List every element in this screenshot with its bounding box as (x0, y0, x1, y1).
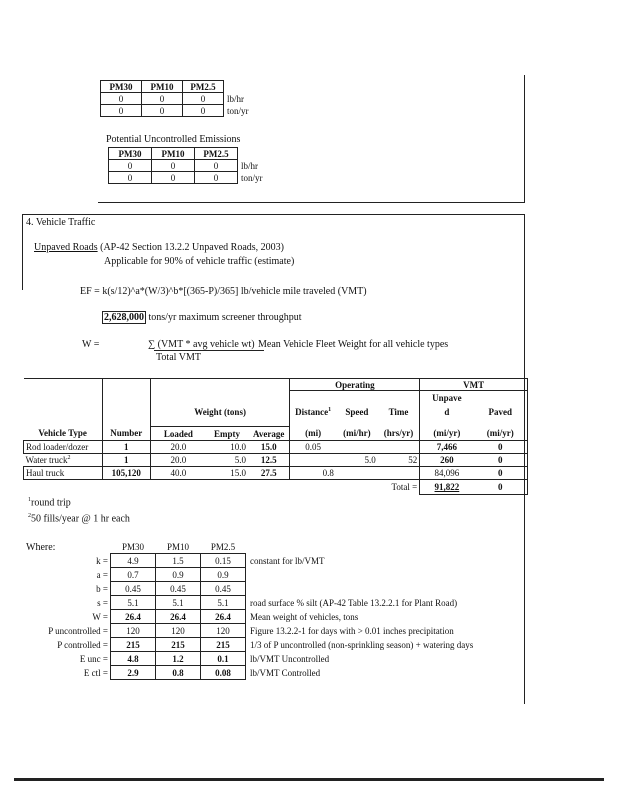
unpaved-roads-reference: (AP-42 Section 13.2.2 Unpaved Roads, 2003) (97, 242, 284, 253)
unit-label: lb/hr (227, 93, 244, 104)
unit-paved: (mi/yr) (474, 427, 528, 441)
vehicle-average: 12.5 (248, 454, 290, 467)
throughput-value: 2,628,000 (104, 312, 144, 323)
header-pm10: PM10 (152, 148, 195, 160)
param-desc (246, 582, 476, 596)
table-total-row (24, 480, 528, 495)
param-row-p-controlled (22, 638, 475, 652)
table-row (109, 172, 265, 184)
param-label: b = (96, 583, 108, 594)
table-row (101, 93, 251, 105)
vehicle-traffic-table (23, 378, 528, 495)
param-value: 4.9 (111, 554, 156, 568)
cell: 0 (183, 105, 224, 117)
table-header-row (24, 379, 528, 391)
param-label: s = (97, 597, 108, 608)
param-value: 215 (201, 638, 246, 652)
param-value: 1.5 (156, 554, 201, 568)
page-bottom-rule (14, 778, 604, 781)
param-label: P controlled = (57, 639, 108, 650)
header-pm25: PM2.5 (210, 541, 236, 552)
applicable-note: Applicable for 90% of vehicle traffic (estimate) (104, 256, 295, 267)
vehicle-empty: 15.0 (206, 467, 248, 480)
cell: 0 (142, 105, 183, 117)
param-desc: 1/3 of P uncontrolled (non-sprinkling season) + watering days (250, 639, 474, 650)
vehicle-number: 105,120 (102, 467, 150, 480)
vehicle-type: Water truck$^2$ (24, 454, 103, 467)
fraction-bar (154, 350, 264, 351)
col-loaded: Loaded (150, 427, 206, 441)
header-pm10: PM10 (166, 541, 189, 552)
unit-distance: (mi) (290, 427, 336, 441)
total-unpaved: 91,822 (420, 480, 474, 495)
param-value: 0.9 (156, 568, 201, 582)
param-desc: Mean weight of vehicles, tons (250, 611, 359, 622)
unpaved-roads-label: Unpaved Roads (34, 242, 98, 253)
col-unpaved-bottom: d (420, 405, 474, 419)
param-row-b (22, 582, 475, 596)
group-vmt: VMT (420, 379, 528, 391)
param-row-k (22, 554, 475, 568)
vehicle-number: 1 (102, 454, 150, 467)
w-label: W = (82, 339, 100, 350)
vehicle-distance: 0.05 (290, 441, 336, 454)
param-value: 120 (156, 624, 201, 638)
unit-label: lb/hr (241, 160, 258, 171)
vehicle-time (378, 467, 420, 480)
unpaved-roads-line (34, 242, 284, 253)
equation-label: EF = (80, 286, 103, 297)
table-row (24, 467, 528, 480)
param-value: 1.2 (156, 652, 201, 666)
table-header-row (109, 148, 265, 160)
cell: 0 (152, 172, 195, 184)
vehicle-number: 1 (102, 441, 150, 454)
table-header-row (24, 427, 528, 441)
vehicle-time (378, 441, 420, 454)
vehicle-paved: 0 (474, 467, 528, 480)
param-label: E unc = (79, 653, 108, 664)
table-row (101, 105, 251, 117)
param-value: 0.15 (201, 554, 246, 568)
header-pm30: PM30 (101, 81, 142, 93)
table-header-row (24, 391, 528, 405)
w-denominator: Total VMT (156, 352, 201, 363)
param-value: 2.9 (111, 666, 156, 680)
param-label: k = (96, 555, 108, 566)
table-row (24, 441, 528, 454)
parameters-table (22, 540, 475, 680)
param-value: 0.1 (201, 652, 246, 666)
unit-label: ton/yr (227, 105, 249, 116)
footnote-1: $^1$round trip (28, 497, 71, 509)
vehicle-loaded: 40.0 (150, 467, 206, 480)
vehicle-distance (290, 454, 336, 467)
param-row-a (22, 568, 475, 582)
header-pm30: PM30 (109, 148, 152, 160)
section-heading: 4. Vehicle Traffic (26, 217, 96, 228)
param-value: 5.1 (111, 596, 156, 610)
vehicle-average: 15.0 (248, 441, 290, 454)
cell: 0 (183, 93, 224, 105)
potential-emissions-title: Potential Uncontrolled Emissions (106, 134, 241, 145)
param-value: 0.45 (111, 582, 156, 596)
param-row-e-unc (22, 652, 475, 666)
cell: 0 (109, 172, 152, 184)
vehicle-time: 52 (378, 454, 420, 467)
param-value: 0.8 (156, 666, 201, 680)
vehicle-paved: 0 (474, 441, 528, 454)
cell: 0 (101, 105, 142, 117)
vehicle-speed (336, 467, 378, 480)
vehicle-unpaved: 7,466 (420, 441, 474, 454)
vehicle-empty: 5.0 (206, 454, 248, 467)
param-value: 120 (201, 624, 246, 638)
emissions-table-top (100, 80, 251, 117)
unit-time: (hrs/yr) (378, 427, 420, 441)
vehicle-speed (336, 441, 378, 454)
param-row-s (22, 596, 475, 610)
cell: 0 (142, 93, 183, 105)
param-value: 5.1 (156, 596, 201, 610)
param-row-e-ctl (22, 666, 475, 680)
param-desc: constant for lb/VMT (250, 555, 325, 566)
header-pm25: PM2.5 (195, 148, 238, 160)
where-label: Where: (26, 542, 56, 553)
param-value: 26.4 (156, 610, 201, 624)
param-value: 0.7 (111, 568, 156, 582)
header-pm10: PM10 (142, 81, 183, 93)
table-header-row (22, 540, 475, 554)
vehicle-distance: 0.8 (290, 467, 336, 480)
vehicle-unpaved: 84,096 (420, 467, 474, 480)
w-numerator: ∑ (VMT * avg vehicle wt) (148, 339, 255, 350)
param-value: 0.9 (201, 568, 246, 582)
section-divider-top (98, 202, 525, 203)
col-unpaved-top: Unpave (420, 391, 474, 405)
col-vehicle-type: Vehicle Type (24, 427, 103, 441)
cell: 0 (101, 93, 142, 105)
throughput-line (102, 312, 302, 323)
param-row-p-uncontrolled (22, 624, 475, 638)
col-number: Number (102, 427, 150, 441)
param-desc: Figure 13.2.2-1 for days with > 0.01 inches precipitation (250, 625, 454, 636)
param-value: 4.8 (111, 652, 156, 666)
col-average: Average (248, 427, 290, 441)
cell: 0 (152, 160, 195, 172)
cell: 0 (109, 160, 152, 172)
param-desc: road surface % silt (AP-42 Table 13.2.2.1 for Plant Road) (250, 597, 458, 608)
col-speed: Speed (345, 406, 369, 417)
section-4-top-border (22, 214, 525, 215)
param-label: P uncontrolled = (48, 625, 108, 636)
param-value: 215 (111, 638, 156, 652)
right-margin-line-top (524, 75, 525, 203)
param-label: E ctl = (83, 667, 108, 678)
footnote-2: $^2$50 fills/year @ 1 hr each (28, 513, 130, 525)
param-desc: lb/VMT Controlled (250, 667, 321, 678)
vehicle-loaded: 20.0 (150, 454, 206, 467)
header-pm25: PM2.5 (183, 81, 224, 93)
table-row (109, 160, 265, 172)
param-desc: lb/VMT Uncontrolled (250, 653, 330, 664)
col-empty: Empty (206, 427, 248, 441)
vehicle-loaded: 20.0 (150, 441, 206, 454)
throughput-text: tons/yr maximum screener throughput (146, 312, 302, 323)
table-header-row (24, 405, 528, 419)
group-operating: Operating (290, 379, 420, 391)
section-4-left-border (22, 214, 23, 290)
param-row-w (22, 610, 475, 624)
param-value: 120 (111, 624, 156, 638)
param-label: W = (92, 611, 108, 622)
param-value: 215 (156, 638, 201, 652)
table-header-row (101, 81, 251, 93)
param-value: 0.08 (201, 666, 246, 680)
param-desc (246, 568, 476, 582)
table-row (24, 454, 528, 467)
unit-speed: (mi/hr) (336, 427, 378, 441)
emission-factor-equation (80, 286, 367, 297)
col-distance: Distance$^1$ (290, 405, 336, 419)
col-time: Time (388, 406, 409, 417)
group-weight: Weight (tons) (150, 405, 290, 419)
vehicle-paved: 0 (474, 454, 528, 467)
header-pm30: PM30 (121, 541, 144, 552)
param-value: 5.1 (201, 596, 246, 610)
vehicle-average: 27.5 (248, 467, 290, 480)
param-value: 0.45 (201, 582, 246, 596)
total-label: Total = (391, 482, 418, 493)
vehicle-empty: 10.0 (206, 441, 248, 454)
w-description: Mean Vehicle Fleet Weight for all vehicle types (258, 339, 449, 350)
unit-label: ton/yr (241, 172, 263, 183)
total-paved: 0 (474, 480, 528, 495)
vehicle-unpaved: 260 (420, 454, 474, 467)
vehicle-type: Rod loader/dozer (24, 441, 103, 454)
param-value: 0.45 (156, 582, 201, 596)
param-value: 26.4 (201, 610, 246, 624)
vehicle-type: Haul truck (24, 467, 103, 480)
cell: 0 (195, 160, 238, 172)
col-paved: Paved (474, 405, 528, 419)
cell: 0 (195, 172, 238, 184)
unit-unpaved: (mi/yr) (420, 427, 474, 441)
emissions-table-potential (108, 147, 265, 184)
param-label: a = (96, 569, 108, 580)
vehicle-speed: 5.0 (336, 454, 378, 467)
equation-text: k(s/12)^a*(W/3)^b*[(365-P)/365] lb/vehicle mile traveled (VMT) (102, 286, 367, 297)
param-value: 26.4 (111, 610, 156, 624)
